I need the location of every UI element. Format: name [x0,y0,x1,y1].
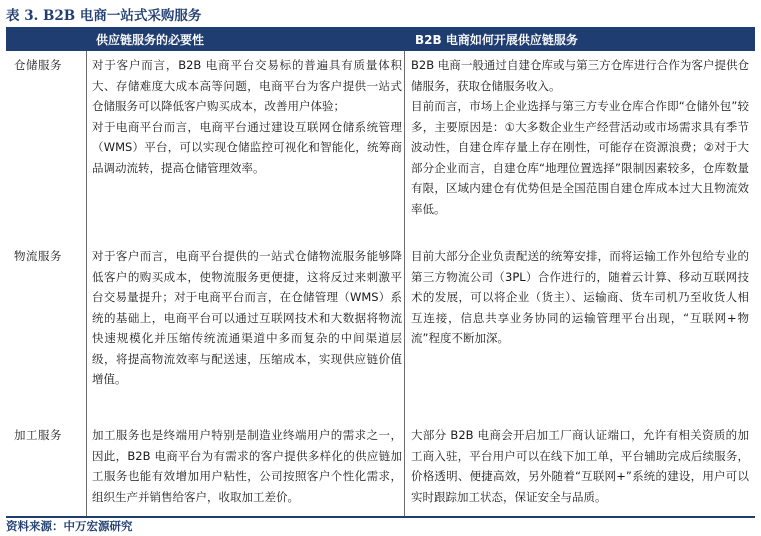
cell-paragraph: 加工服务也是终端用户特别是制造业终端用户的需求之一，因此，B2B 电商平台为有需求的客户提供多样化的供应链加工服务也能有效增加用户粘性，公司按照客户个性化需求，组织生产并销售给客户，收取加工差价。 [92,428,402,504]
header-necessity: 供应链服务的必要性 [96,33,205,47]
approach-cell [411,55,749,219]
table-row [6,55,755,245]
cell-paragraph: 大部分 B2B 电商会开启加工厂商认证端口，允许有相关资质的加工商入驻，平台用户可以在线下加工单，平台辅助完成后续服务，价格透明、便捷高效，另外随着“互联网+”系统的建设，用户可以实时跟踪加工状态，保证安全与品质。 [411,428,749,504]
approach-cell [411,246,749,349]
cell-paragraph: 对于客户而言，B2B 电商平台交易标的普遍具有质量体积大、存储难度大成本高等问题，电商平台为客户提供一站式仓储服务可以降低客户购买成本，改善用户体验； [92,58,402,113]
approach-cell [411,425,749,507]
cell-paragraph: B2B 电商一般通过自建仓库或与第三方仓库进行合作为客户提供仓储服务，获取仓储服务收入。 [411,58,749,93]
table-row [6,425,755,515]
cell-paragraph: 目前而言，市场上企业选择与第三方专业仓库合作即“仓储外包”较多，主要原因是：①大多数企业生产经营活动或市场需求具有季节波动性，自建仓库存量上存在刚性，可能存在资源浪费；②对于大部分企业而言，自建仓库“地理位置选择”限制因素较多，仓库数量有限，区域内建仓有优势但是全国范围自建仓库成本过大且物流效率低。 [411,99,749,216]
row-category: 加工服务 [14,428,62,442]
header-approach: B2B 电商如何开展供应链服务 [415,33,578,47]
source-note: 资料来源：中万宏源研究 [6,519,133,533]
necessity-cell [92,55,402,178]
necessity-cell [92,425,402,507]
necessity-cell [92,246,402,390]
row-category: 仓储服务 [14,58,62,72]
table-header [6,29,755,51]
cell-paragraph: 对于电商平台而言，电商平台通过建设互联网仓储系统管理（WMS）平台，可以实现仓储监控可视化和智能化，统筹商品调动流转，提高仓储管理效率。 [92,119,402,175]
table-row [6,246,755,416]
cell-paragraph: 对于客户而言，电商平台提供的一站式仓储物流服务能够降低客户的购买成本，使物流服务更便捷，这将反过来刺激平台交易量提升；对于电商平台而言，在仓储管理（WMS）系统的基础上，电商平台可以通过互联网技术和大数据将物流快速规模化并压缩传统流通渠道中多而复杂的中间渠道层级，将提高物流效率与配送速，压缩成本，实现供应链价值增值。 [92,249,402,386]
row-category: 物流服务 [14,249,62,263]
table-title: 表 3. B2B 电商一站式采购服务 [6,8,202,24]
cell-paragraph: 目前大部分企业负责配送的统筹安排，而将运输工作外包给专业的第三方物流公司（3PL）合作进行的，随着云计算、移动互联网技术的发展，可以将企业（货主）、运输商、货车司机乃至收货人相互连接，信息共享业务协同的运输管理平台出现，“互联网+物流”程度不断加深。 [411,249,749,345]
